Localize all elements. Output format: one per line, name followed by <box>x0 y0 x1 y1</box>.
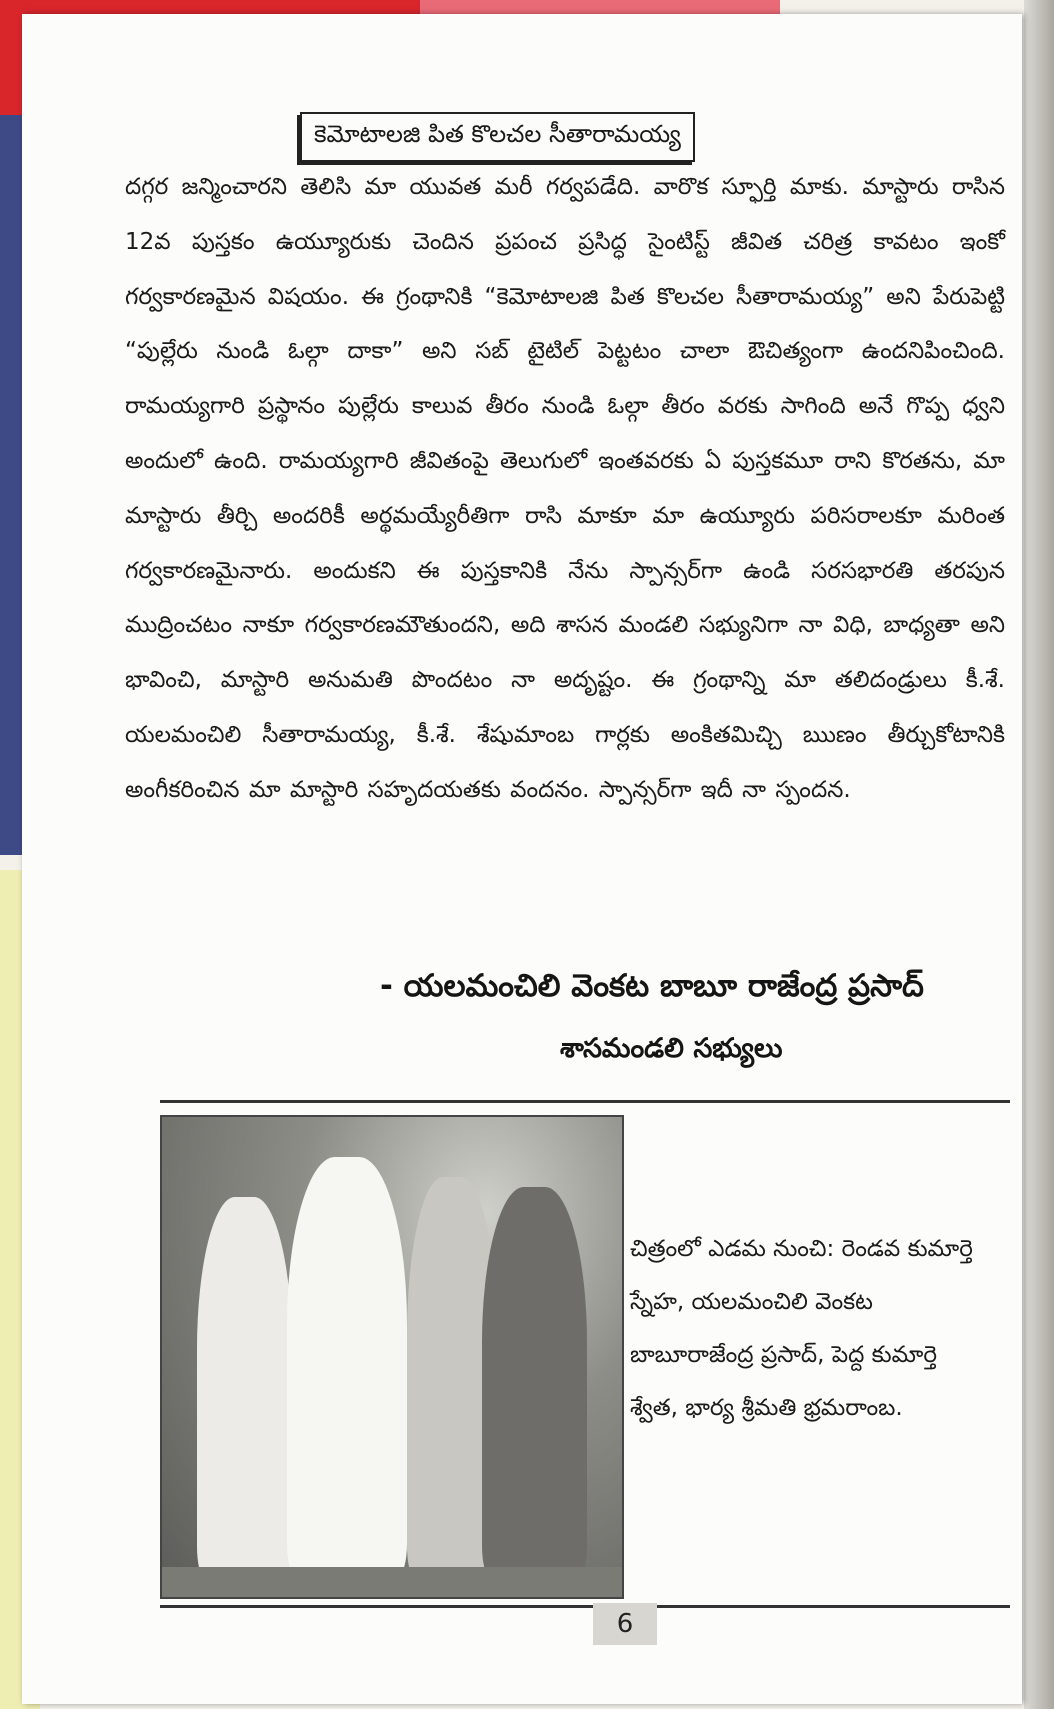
photo-ground <box>162 1567 622 1597</box>
page-edge <box>1024 0 1054 1709</box>
signature-name: - యలమంచిలి వెంకట బాబూ రాజేంద్ర ప్రసాద్ <box>380 968 924 1004</box>
page-title: కెమోటాలజి పిత కొలచల సీతారామయ్య <box>300 112 695 162</box>
photo-caption: చిత్రంలో ఎడమ నుంచి: రెండవ కుమార్తె స్నేహ, యలమంచిలి వెంకట బాబూరాజేంద్ర ప్రసాద్, పెద్ద కుమార్తె శ్వేత, భార్య శ్రీమతి భ్రమరాంబ. <box>630 1236 973 1421</box>
signature-role: శాసమండలి సభ్యులు <box>560 1033 783 1064</box>
photo-person <box>287 1157 407 1577</box>
article-paragraph: దగ్గర జన్మించారని తెలిసి మా యువత మరీ గర్వపడేది. వారొక స్ఫూర్తి మాకు. మాస్టారు రాసిన 12వ పుస్తకం ఉయ్యూరుకు చెందిన ప్రపంచ ప్రసిద్ధ సైంటిస్ట్ జీవిత చరిత్ర కావటం ఇంకో గర్వకారణమైన విషయం. ఈ గ్రంథానికి “కెమోటాలజి పిత కొలచల సీతారామయ్య” అని పేరుపెట్టి “పుల్లేరు నుండి ఓల్గా దాకా” అని సబ్ టైటిల్ పెట్టటం చాలా ఔచిత్యంగా ఉందనిపించింది. రామయ్యగారి ప్రస్థానం పుల్లేరు కాలువ తీరం నుండి ఓల్గా తీరం వరకు సాగింది అనే గొప్ప ధ్వని అందులో ఉంది. రామయ్యగారి జీవితంపై తెలుగులో ఇంతవరకు ఏ పుస్తకమూ రాని కొరతను, మా మాస్టారు తీర్చి అందరికీ అర్థమయ్యేరీతిగా రాసి మాకూ మా ఉయ్యూరు పరిసరాలకూ మరింత గర్వకారణమైనారు. అందుకని ఈ పుస్తకానికి నేను స్పాన్సర్‌గా ఉండి సరసభారతి తరపున ముద్రించటం నాకూ గర్వకారణమౌతుందని, అది శాసన మండలి సభ్యునిగా నా విధి, బాధ్యతా అని భావించి, మాస్టారి అనుమతి పొందటం నా అదృష్టం. ఈ గ్రంథాన్ని మా తలిదండ్రులు కీ.శే. యలమంచిలి సీతారామయ్య, కీ.శే. శేషుమాంబ గార్లకు అంకితమిచ్చి ఋణం తీర్చుకోటానికి అంగీకరించిన మా మాస్టారి సహృదయతకు వందనం. స్పాన్సర్‌గా ఇదీ నా స్పందన. <box>125 174 1005 803</box>
page-number: 6 <box>593 1603 657 1645</box>
photo-person <box>197 1197 292 1577</box>
photo-panel <box>160 1100 1010 1608</box>
family-photo <box>160 1115 624 1599</box>
photo-person <box>482 1187 587 1577</box>
